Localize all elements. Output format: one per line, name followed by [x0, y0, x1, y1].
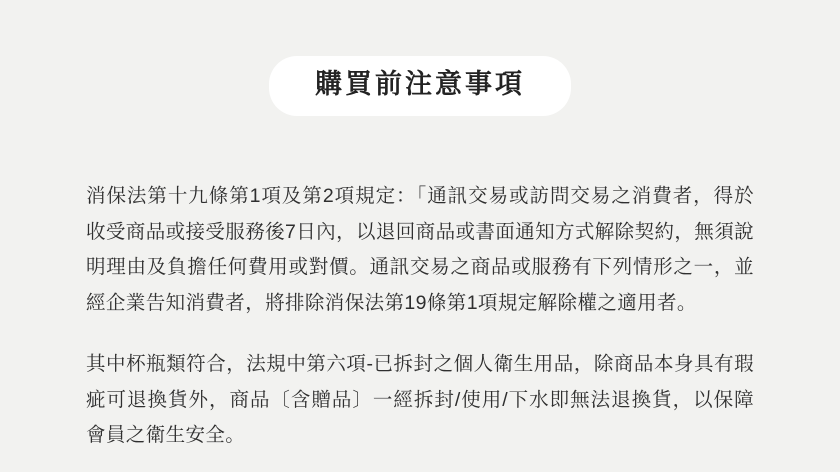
title-container [0, 0, 840, 116]
paragraph-legal-clause: 消保法第十九條第1項及第2項規定：「通訊交易或訪問交易之消費者，得於收受商品或接受服務後7日內，以退回商品或書面通知方式解除契約，無須說明理由及負擔任何費用或對價。通訊交易之商品或服務有下列情形之一，並經企業告知消費者，將排除消保法第19條第1項規定解除權之適用者。 [86, 185, 754, 314]
title-pill [269, 56, 571, 116]
page-title: 購買前注意事項 [315, 69, 525, 99]
notice-body [86, 116, 754, 454]
paragraph-hygiene-policy: 其中杯瓶類符合，法規中第六項-已拆封之個人衛生用品，除商品本身具有瑕疵可退換貨外，商品〔含贈品〕一經拆封/使用/下水即無法退換貨，以保障會員之衛生安全。 [86, 353, 754, 447]
